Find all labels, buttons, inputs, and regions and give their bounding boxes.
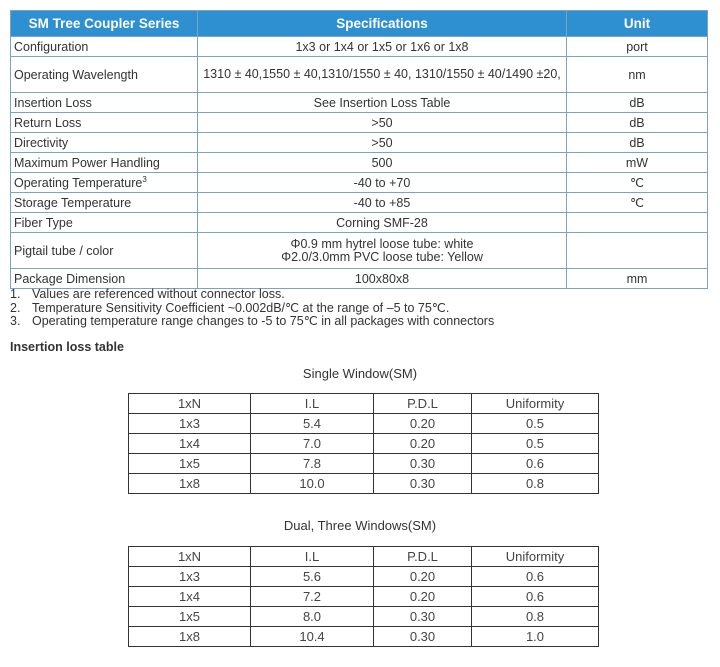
param-unit <box>567 213 708 233</box>
param-value: Corning SMF-28 <box>198 213 567 233</box>
param-unit: mm <box>567 269 708 289</box>
table-cell: 5.4 <box>251 414 374 434</box>
table-cell: 0.30 <box>374 454 472 474</box>
param-label: Operating Wavelength <box>11 57 198 93</box>
table-cell: 0.30 <box>374 474 472 494</box>
table-row <box>129 474 599 494</box>
param-label-cell <box>11 173 198 193</box>
param-unit: ℃ <box>567 193 708 213</box>
column-header: Uniformity <box>472 547 599 567</box>
param-unit <box>567 233 708 269</box>
column-header: I.L <box>251 394 374 414</box>
column-header: I.L <box>251 547 374 567</box>
param-unit: port <box>567 37 708 57</box>
column-header: P.D.L <box>374 394 472 414</box>
param-value-line: Φ2.0/3.0mm PVC loose tube: Yellow <box>281 249 483 264</box>
table-row <box>129 587 599 607</box>
param-unit: dB <box>567 93 708 113</box>
param-unit: dB <box>567 133 708 153</box>
spec-row-operating-temperature <box>11 173 708 193</box>
table-cell: 0.6 <box>472 454 599 474</box>
header-series: SM Tree Coupler Series <box>11 11 198 37</box>
table-cell: 7.2 <box>251 587 374 607</box>
spec-row-operating-wavelength <box>11 57 708 93</box>
table-row <box>129 607 599 627</box>
table-cell: 0.20 <box>374 414 472 434</box>
table-cell: 0.30 <box>374 607 472 627</box>
spec-row-package-dimension <box>11 269 708 289</box>
param-value: >50 <box>198 113 567 133</box>
table-cell: 1x3 <box>129 567 251 587</box>
column-header: Uniformity <box>472 394 599 414</box>
param-value: See Insertion Loss Table <box>198 93 567 113</box>
spec-row-pigtail <box>11 233 708 269</box>
spec-header-row <box>11 11 708 37</box>
table-cell: 7.8 <box>251 454 374 474</box>
table-cell: 0.5 <box>472 434 599 454</box>
spec-row-fiber-type <box>11 213 708 233</box>
param-label: Directivity <box>11 133 198 153</box>
single-window-caption: Single Window(SM) <box>302 366 418 381</box>
param-value: 500 <box>198 153 567 173</box>
spec-row-directivity <box>11 133 708 153</box>
table-cell: 0.20 <box>374 434 472 454</box>
param-unit: mW <box>567 153 708 173</box>
table-cell: 0.6 <box>472 587 599 607</box>
param-value: 1x3 or 1x4 or 1x5 or 1x6 or 1x8 <box>198 37 567 57</box>
param-label: Package Dimension <box>11 269 198 289</box>
spec-row-storage-temperature <box>11 193 708 213</box>
table-row <box>129 567 599 587</box>
param-value-cell <box>198 233 567 269</box>
param-label: Configuration <box>11 37 198 57</box>
table-cell: 0.30 <box>374 627 472 647</box>
spec-row-return-loss <box>11 113 708 133</box>
param-value: -40 to +70 <box>198 173 567 193</box>
footnote: 2. Temperature Sensitivity Coefficient ~0.002dB/℃ at the range of –5 to 75℃. <box>10 300 450 315</box>
param-label: Return Loss <box>11 113 198 133</box>
spec-row-max-power <box>11 153 708 173</box>
table-cell: 1x8 <box>129 474 251 494</box>
table-row <box>129 627 599 647</box>
param-unit: ℃ <box>567 173 708 193</box>
table-cell: 5.6 <box>251 567 374 587</box>
table-cell: 10.4 <box>251 627 374 647</box>
param-label: Storage Temperature <box>11 193 198 213</box>
column-header: P.D.L <box>374 547 472 567</box>
param-value: -40 to +85 <box>198 193 567 213</box>
specifications-table <box>10 10 708 289</box>
table-row <box>129 434 599 454</box>
header-specifications: Specifications <box>198 11 567 37</box>
table-header-row <box>129 547 599 567</box>
table-header-row <box>129 394 599 414</box>
dual-window-caption: Dual, Three Windows(SM) <box>283 518 437 533</box>
table-cell: 0.6 <box>472 567 599 587</box>
table-cell: 0.20 <box>374 587 472 607</box>
param-label: Operating Temperature <box>14 176 143 191</box>
footnotes <box>10 288 494 329</box>
param-value: 1310 ± 40,1550 ± 40,1310/1550 ± 40, 1310/1550 ± 40/1490 ±20, <box>198 57 567 93</box>
table-cell: 0.5 <box>472 414 599 434</box>
table-cell: 8.0 <box>251 607 374 627</box>
table-row <box>129 454 599 474</box>
table-cell: 1x5 <box>129 607 251 627</box>
spec-row-configuration <box>11 37 708 57</box>
insertion-loss-heading: Insertion loss table <box>10 340 124 354</box>
table-cell: 10.0 <box>251 474 374 494</box>
param-label: Fiber Type <box>11 213 198 233</box>
dual-window-table <box>128 546 599 647</box>
header-unit: Unit <box>567 11 708 37</box>
table-cell: 0.8 <box>472 474 599 494</box>
footnote-marker: 3 <box>142 174 147 184</box>
column-header: 1xN <box>129 394 251 414</box>
table-cell: 1x5 <box>129 454 251 474</box>
param-label: Pigtail tube / color <box>11 233 198 269</box>
param-unit: nm <box>567 57 708 93</box>
param-value: >50 <box>198 133 567 153</box>
param-label: Maximum Power Handling <box>11 153 198 173</box>
param-value-line: Φ0.9 mm hytrel loose tube: white <box>290 236 474 251</box>
table-cell: 1x8 <box>129 627 251 647</box>
table-cell: 1x3 <box>129 414 251 434</box>
table-row <box>129 414 599 434</box>
column-header: 1xN <box>129 547 251 567</box>
table-cell: 1.0 <box>472 627 599 647</box>
table-cell: 0.8 <box>472 607 599 627</box>
table-cell: 0.20 <box>374 567 472 587</box>
param-label: Insertion Loss <box>11 93 198 113</box>
spec-row-insertion-loss <box>11 93 708 113</box>
param-value: 100x80x8 <box>198 269 567 289</box>
footnote: 1. Values are referenced without connector loss. <box>10 287 285 301</box>
table-cell: 1x4 <box>129 434 251 454</box>
table-cell: 1x4 <box>129 587 251 607</box>
param-unit: dB <box>567 113 708 133</box>
footnote: 3. Operating temperature range changes to -5 to 75℃ in all packages with connectors <box>10 314 495 328</box>
table-cell: 7.0 <box>251 434 374 454</box>
single-window-table <box>128 393 599 494</box>
